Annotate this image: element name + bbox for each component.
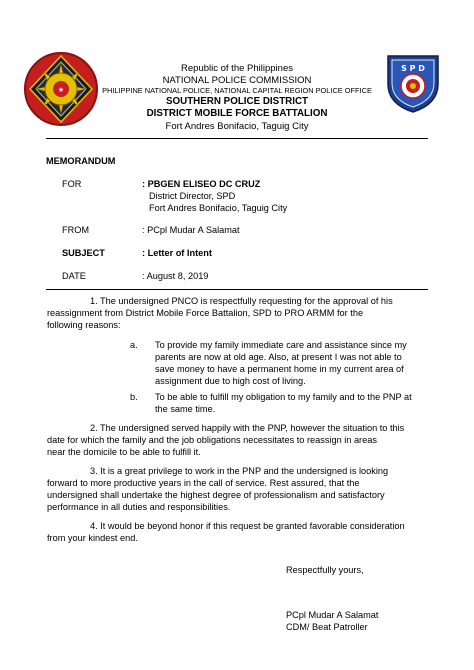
item-a-line-1: To provide my family immediate care and assistance since my: [155, 340, 407, 350]
paragraph-1-line-3: following reasons:: [47, 320, 121, 330]
for-designation: District Director, SPD: [149, 191, 236, 201]
date-value: : August 8, 2019: [142, 271, 209, 281]
letterhead-napolcom: NATIONAL POLICE COMMISSION: [162, 75, 312, 86]
letterhead-dmfb: DISTRICT MOBILE FORCE BATTALION: [146, 108, 328, 119]
paragraph-3-line-1: 3. It is a great privilege to work in the PNP and the undersigned is looking: [90, 466, 389, 476]
paragraph-2-line-3: near the domicile to be able to fulfill it.: [47, 447, 201, 457]
signatory-position: CDM/ Beat Patroller: [286, 622, 368, 632]
subject-value: : Letter of Intent: [142, 248, 212, 258]
letterhead-address: Fort Andres Bonifacio, Taguig City: [165, 121, 309, 132]
date-label: DATE: [62, 271, 86, 281]
letterhead-pnp-ncrpo: PHILIPPINE NATIONAL POLICE, NATIONAL CAPITAL REGION POLICE OFFICE: [102, 86, 372, 95]
item-a-line-3: save money to have a permanent home in my current area of: [155, 364, 404, 374]
paragraph-3-line-3: undersigned shall undertake the highest degree of professionalism and satisfactory: [47, 490, 385, 500]
item-b-line-2: the same time.: [155, 404, 216, 414]
paragraph-2-line-2: date for which the family and the job obligations necessitates to reassign in areas: [47, 435, 377, 445]
signatory-name: PCpl Mudar A Salamat: [286, 610, 379, 620]
for-address: Fort Andres Bonifacio, Taguig City: [149, 203, 288, 213]
subject-label: SUBJECT: [62, 248, 105, 258]
item-a-line-4: assignment due to high cost of living.: [155, 376, 306, 386]
from-label: FROM: [62, 225, 90, 235]
for-value: : PBGEN ELISEO DC CRUZ: [142, 179, 261, 189]
svg-text:★: ★: [57, 86, 65, 94]
item-b-line-1: To be able to fulfill my obligation to my family and to the PNP at: [155, 392, 412, 402]
item-b-marker: b.: [130, 392, 138, 402]
paragraph-1-line-2: reassignment from District Mobile Force Battalion, SPD to PRO ARMM for the: [47, 308, 364, 318]
letterhead-spd: SOUTHERN POLICE DISTRICT: [165, 96, 309, 107]
item-a-line-2: parents are now at old age. Also, at present I was not able to: [155, 352, 402, 362]
memo-title: MEMORANDUM: [46, 156, 116, 166]
paragraph-4-line-2: from your kindest end.: [47, 533, 138, 543]
for-label: FOR: [62, 179, 82, 189]
item-a-marker: a.: [130, 340, 138, 350]
from-value: : PCpl Mudar A Salamat: [142, 225, 240, 235]
paragraph-3-line-4: performance in all duties and responsibilities.: [47, 502, 231, 512]
paragraph-1-line-1: 1. The undersigned PNCO is respectfully requesting for the approval of his: [90, 296, 393, 306]
paragraph-4-line-1: 4. It would be beyond honor if this request be granted favorable consideration: [90, 521, 405, 531]
letterhead-republic: Republic of the Philippines: [181, 63, 293, 74]
paragraph-3-line-2: forward to more productive years in the call of service. Rest assured, that the: [47, 478, 360, 488]
letterhead-divider: [46, 138, 428, 139]
paragraph-2-line-1: 2. The undersigned served happily with the PNP, however the situation to this: [90, 423, 405, 433]
memo-divider: [46, 289, 428, 290]
badge-text: S P D: [401, 64, 425, 73]
valediction: Respectfully yours,: [286, 565, 364, 575]
